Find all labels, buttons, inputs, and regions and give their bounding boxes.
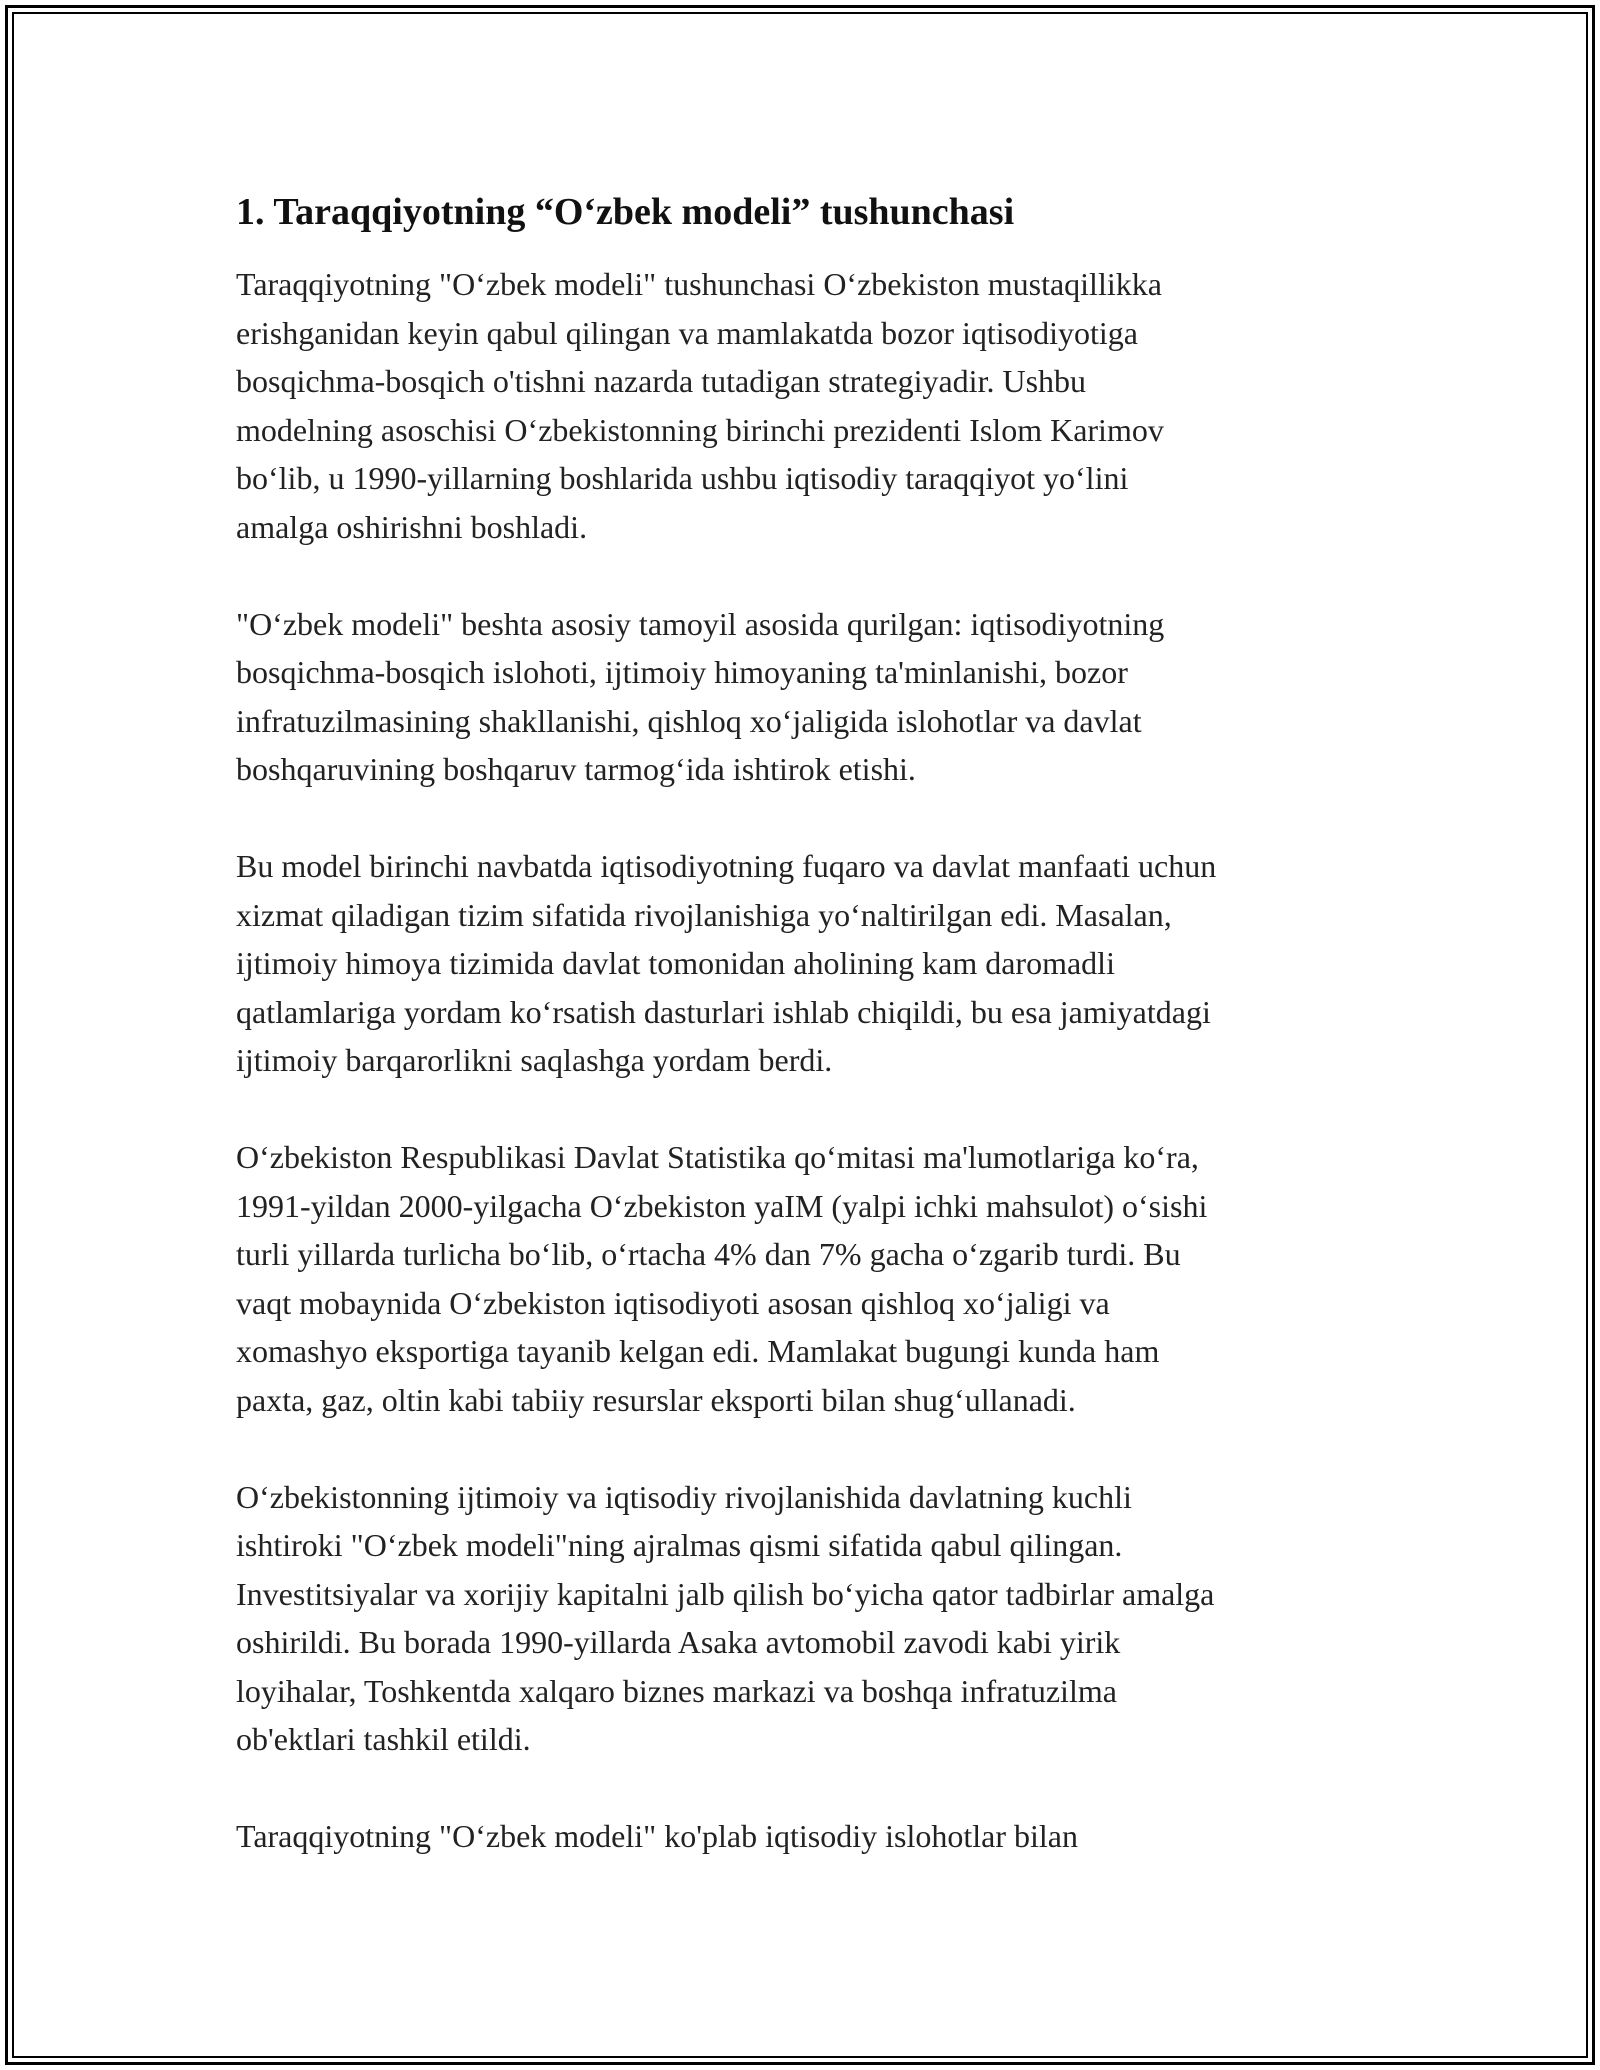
paragraph-1	[236, 260, 1366, 551]
paragraph-line: paxta, gaz, oltin kabi tabiiy resurslar eksporti bilan shug‘ullanadi.	[236, 1381, 1076, 1418]
paragraph-2	[236, 600, 1366, 794]
document-body	[236, 188, 1366, 1909]
paragraph-line: oshirildi. Bu borada 1990-yillarda Asaka avtomobil zavodi kabi yirik	[236, 1624, 1121, 1660]
paragraph-line: O‘zbekistonning ijtimoiy va iqtisodiy rivojlanishida davlatning kuchli	[236, 1478, 1132, 1515]
paragraph-line: amalga oshirishni boshladi.	[236, 508, 588, 545]
paragraph-line: loyihalar, Toshkentda xalqaro biznes markazi va boshqa infratuzilma	[236, 1672, 1117, 1709]
paragraph-line: ishtiroki "O‘zbek modeli"ning ajralmas qismi sifatida qabul qilingan.	[236, 1527, 1123, 1563]
paragraph-line: bosqichma-bosqich islohoti, ijtimoiy himoyaning ta'minlanishi, bozor	[236, 654, 1128, 690]
paragraph-3	[236, 842, 1366, 1085]
paragraph-4	[236, 1133, 1366, 1424]
paragraph-line: Investitsiyalar va xorijiy kapitalni jalb qilish bo‘yicha qator tadbirlar amalga	[236, 1575, 1215, 1612]
paragraph-line: boshqaruvining boshqaruv tarmog‘ida ishtirok etishi.	[236, 751, 916, 787]
paragraph-line: O‘zbekiston Respublikasi Davlat Statistika qo‘mitasi ma'lumotlariga ko‘ra,	[236, 1139, 1199, 1175]
paragraph-line: modelning asoschisi O‘zbekistonning birinchi prezidenti Islom Karimov	[236, 411, 1164, 448]
paragraph-line: qatlamlariga yordam ko‘rsatish dasturlari ishlab chiqildi, bu esa jamiyatdagi	[236, 993, 1211, 1030]
paragraph-line: xomashyo eksportiga tayanib kelgan edi. Mamlakat bugungi kunda ham	[236, 1333, 1160, 1369]
section-heading: 1. Taraqqiyotning “O‘zbek modeli” tushunchasi	[236, 191, 1015, 233]
paragraph-line: Taraqqiyotning "O‘zbek modeli" tushunchasi O‘zbekiston mustaqillikka	[236, 266, 1162, 302]
paragraph-line: Bu model birinchi navbatda iqtisodiyotning fuqaro va davlat manfaati uchun	[236, 848, 1217, 884]
paragraph-line: ob'ektlari tashkil etildi.	[236, 1721, 531, 1757]
paragraph-line: bo‘lib, u 1990-yillarning boshlarida ushbu iqtisodiy taraqqiyot yo‘lini	[236, 460, 1129, 496]
paragraph-line: turli yillarda turlicha bo‘lib, o‘rtacha 4% dan 7% gacha o‘zgarib turdi. Bu	[236, 1236, 1181, 1272]
paragraph-line: "O‘zbek modeli" beshta asosiy tamoyil asosida qurilgan: iqtisodiyotning	[236, 605, 1165, 642]
paragraph-line: ijtimoiy himoya tizimida davlat tomonidan aholining kam daromadli	[236, 945, 1115, 981]
paragraph-line: ijtimoiy barqarorlikni saqlashga yordam berdi.	[236, 1042, 833, 1078]
paragraph-line: vaqt mobaynida O‘zbekiston iqtisodiyoti asosan qishloq xo‘jaligi va	[236, 1284, 1110, 1321]
paragraph-line: bosqichma-bosqich o'tishni nazarda tutadigan strategiyadir. Ushbu	[236, 363, 1087, 399]
paragraph-5	[236, 1473, 1366, 1764]
paragraph-line: erishganidan keyin qabul qilingan va mamlakatda bozor iqtisodiyotiga	[236, 314, 1138, 351]
paragraph-line: 1991-yildan 2000-yilgacha O‘zbekiston yaIM (yalpi ichki mahsulot) o‘sishi	[236, 1187, 1208, 1224]
paragraph-6	[236, 1812, 1366, 1861]
paragraph-line: xizmat qiladigan tizim sifatida rivojlanishiga yo‘naltirilgan edi. Masalan,	[236, 896, 1172, 933]
paragraph-line: Taraqqiyotning "O‘zbek modeli" ko'plab iqtisodiy islohotlar bilan	[236, 1818, 1078, 1854]
paragraph-line: infratuzilmasining shakllanishi, qishloq xo‘jaligida islohotlar va davlat	[236, 702, 1142, 739]
